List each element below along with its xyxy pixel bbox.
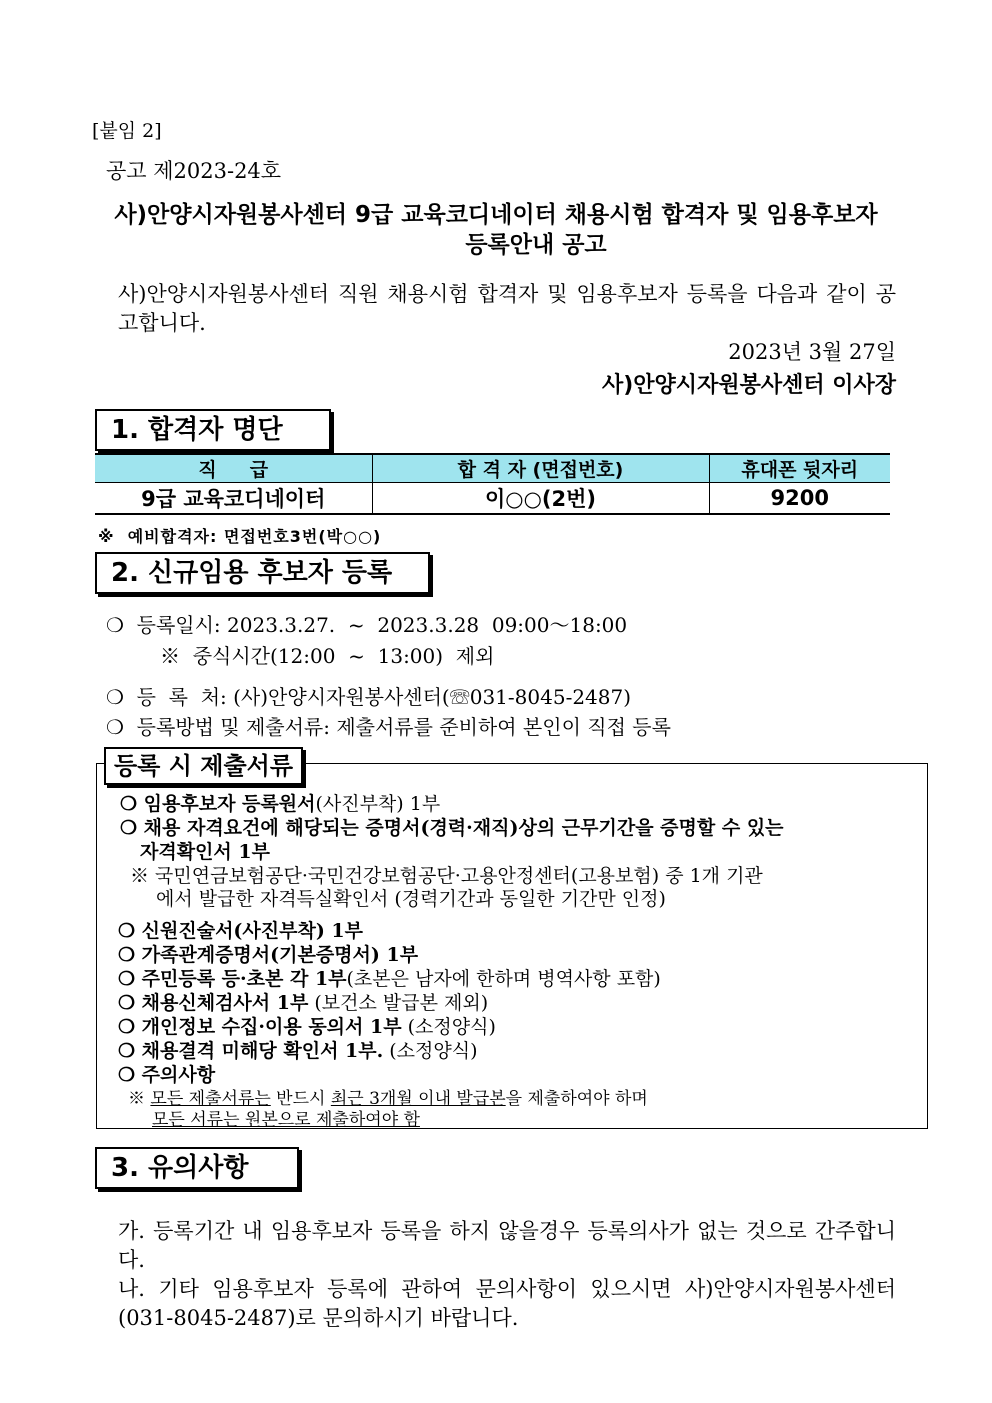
doc-item-2-note2: 에서 발급한 자격득실확인서 (경력기간과 동일한 기간만 인정) [156, 888, 666, 910]
notice-date: 2023년 3월 27일 [728, 340, 896, 364]
doc-item-7-title: ❍ 개인정보 수집·이용 동의서 1부 [118, 1016, 402, 1038]
section2-heading: 2. 신규임용 후보자 등록 [95, 552, 430, 594]
doc-item-5-title: ❍ 주민등록 등·초본 각 1부 [118, 968, 347, 990]
registration-method: ❍ 등록방법 및 제출서류: 제출서류를 준비하여 본인이 직접 등록 [106, 715, 671, 739]
section3-heading: 3. 유의사항 [95, 1147, 299, 1189]
col-header-passer: 합 격 자 (면접번호) [372, 454, 709, 483]
lunch-note: ※ 중식시간(12:00 ~ 13:00) 제외 [160, 644, 495, 668]
col-header-rank: 직 급 [95, 454, 372, 483]
caution-mark: ※ [128, 1089, 151, 1109]
cell-passer: 이○○(2번) [372, 483, 709, 515]
doc-item-9: ❍ 주의사항 [118, 1064, 216, 1086]
table-header-row [95, 454, 890, 483]
caution-mid: 반드시 [270, 1089, 331, 1109]
doc-item-8-detail: (소정양식) [383, 1040, 478, 1062]
doc-item-3: ❍ 신원진술서(사진부착) 1부 [118, 920, 364, 942]
doc-item-2: ❍ 채용 자격요건에 해당되는 증명서(경력·재직)상의 근무기간을 증명할 수 있는 [120, 817, 784, 839]
attachment-label: [붙임 2] [92, 120, 162, 142]
documents-label: 등록 시 제출서류 [104, 747, 303, 785]
cell-phone: 9200 [709, 483, 890, 515]
doc-item-1 [120, 789, 440, 816]
notice-number: 공고 제2023-24호 [106, 159, 282, 183]
doc-item-2-note1: ※ 국민연금보험공단·국민건강보험공단·고용안정센터(고용보험) 중 1개 기관 [130, 865, 763, 887]
page-title-line2: 등록안내 공고 [465, 232, 607, 258]
doc-item-5 [118, 964, 661, 991]
doc-item-7-detail: (소정양식) [401, 1016, 496, 1038]
doc-item-1-detail: (사진부착) 1부 [315, 793, 441, 815]
section1-heading: 1. 합격자 명단 [95, 409, 331, 451]
doc-item-6 [118, 988, 488, 1015]
registration-place: ❍ 등 록 처: (사)안양시자원봉사센터(☏031-8045-2487) [106, 685, 632, 709]
reserve-passer-note: ※ 예비합격자: 면접번호3번(박○○) [98, 527, 382, 546]
doc-item-8 [118, 1036, 478, 1063]
doc-item-4: ❍ 가족관계증명서(기본증명서) 1부 [118, 944, 419, 966]
doc-item-5-detail: (초본은 남자에 한하며 병역사항 포함) [346, 968, 661, 990]
page-title: 사)안양시자원봉사센터 9급 교육코디네이터 채용시험 합격자 및 임용후보자 [114, 202, 878, 228]
doc-item-6-detail: (보건소 발급본 제외) [308, 992, 489, 1014]
caution-underline-2: 최근 3개월 이내 발급본 [330, 1089, 506, 1109]
doc-item-6-title: ❍ 채용신체검사서 1부 [118, 992, 309, 1014]
doc-item-8-title: ❍ 채용결격 미해당 확인서 1부. [118, 1040, 384, 1062]
passer-table [95, 453, 890, 515]
table-row [95, 483, 890, 515]
issuer-name: 사)안양시자원봉사센터 이사장 [602, 373, 896, 398]
caution-underline-1: 모든 제출서류는 [150, 1089, 271, 1109]
caution-line2: 모든 서류는 원본으로 제출하여야 함 [152, 1110, 420, 1130]
notice-item-ga: 가. 등록기간 내 임용후보자 등록을 하지 않을경우 등록의사가 없는 것으로 간주합니다. [118, 1219, 896, 1272]
cell-rank: 9급 교육코디네이터 [95, 483, 372, 515]
col-header-phone: 휴대폰 뒷자리 [709, 454, 890, 483]
registration-period: ❍ 등록일시: 2023.3.27. ~ 2023.3.28 09:00～18:00 [106, 613, 628, 637]
intro-paragraph: 사)안양시자원봉사센터 직원 채용시험 합격자 및 임용후보자 등록을 다음과 같이 공고합니다. [118, 282, 896, 335]
caution-rest: 을 제출하여야 하며 [505, 1089, 648, 1109]
doc-item-2-cont: 자격확인서 1부 [140, 841, 270, 863]
doc-item-7 [118, 1012, 496, 1039]
notice-item-na: 나. 기타 임용후보자 등록에 관하여 문의사항이 있으시면 사)안양시자원봉사센터(031-8045-2487)로 문의하시기 바랍니다. [118, 1277, 896, 1330]
doc-item-1-title: ❍ 임용후보자 등록원서 [120, 793, 316, 815]
